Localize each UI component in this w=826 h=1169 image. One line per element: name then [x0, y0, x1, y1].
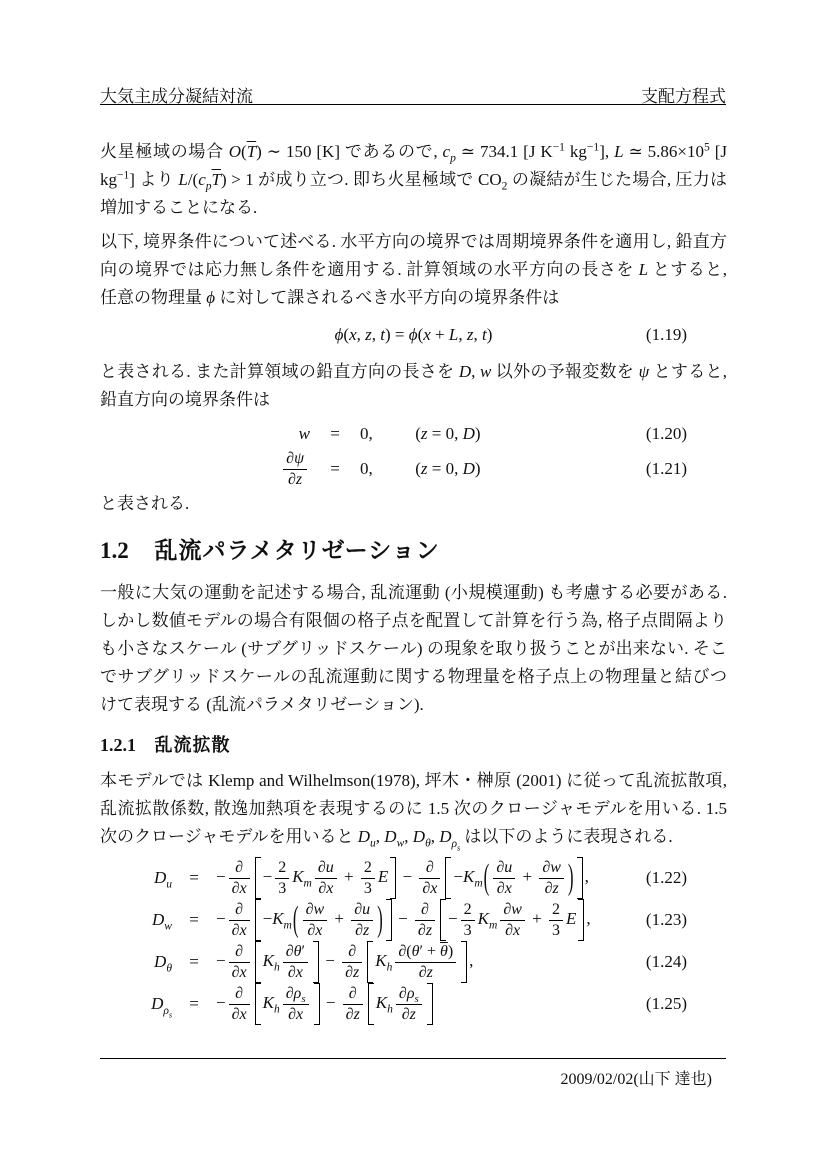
equation-lhs: $D_{\rho_s}$ [151, 994, 172, 1019]
equals-sign: = [330, 424, 340, 443]
document-body [100, 138, 727, 1025]
equation-number: (1.24) [645, 952, 687, 972]
equation-1-22 [100, 857, 727, 899]
equation-lhs: w [298, 424, 310, 443]
equation-1-24 [100, 941, 727, 983]
paragraph-mars-polar: 火星極域の場合 $O(\overline{T})$ ∼ 150 [K] であるので, $c_p$ ≃ 734.1 [J $K^{-1}$ $kg^{-1}$], L ≃ $5.86\times 10^5$ [J $kg^{-1}$] より $L/(c_p\overline{T}) > 1$ が成り立つ. 即ち火星極域で $CO_2$ の凝結が生じた場合, 圧力は増加することになる. [100, 140, 727, 217]
paragraph-closure-model: 本モデルでは Klemp and Wilhelmson(1978), 坪木・榊原 (2001) に従って乱流拡散項, 乱流拡散係数, 散逸加熱項を表現するのに 1.5 次のクロージャモデルを用いる. 1.5 次のクロージャモデルを用いると $D_u$, $D_w$, $D_\theta$, $D_{\rho_s}$ は以下のように表現される. [100, 771, 727, 852]
equation-1-23 [100, 899, 727, 941]
section-title: 乱流パラメタリゼーション [154, 537, 440, 564]
equation-rhs: 0, (z = 0, D) [360, 424, 481, 443]
equation-number: (1.22) [645, 868, 687, 888]
equation-number: (1.21) [645, 459, 687, 479]
equation-lhs: $\frac{\partial\psi}{\partial z}$ [100, 450, 310, 488]
equation-number: (1.19) [645, 325, 687, 344]
equation-1-19 [100, 321, 727, 349]
subsection-number: 1.2.1 [100, 735, 136, 756]
equation-1-20 [100, 420, 727, 448]
equation-lhs: $D_u$ [153, 868, 172, 891]
equation-number: (1.20) [645, 424, 687, 443]
equation-group-boundary [100, 420, 727, 488]
section-number: 1.2 [100, 538, 129, 564]
equation-lhs: $D_w$ [152, 910, 172, 933]
equation-body: ϕ(x, z, t) = ϕ(x + L, z, t) [334, 325, 493, 344]
equation-rhs: − ∂ ∂x $K_h$ $\frac{\partial\rho_s}{\partial x}$ − ∂ ∂z $K_h$ $\frac{\partial\rho_s}{\partial z}$ [216, 983, 435, 1025]
paragraph-vertical-boundary: と表される. また計算領域の鉛直方向の長さを D, w 以外の予報変数を ψ とすると, 鉛直方向の境界条件は [100, 362, 728, 409]
paragraph-turbulence-overview: 一般に大気の運動を記述する場合, 乱流運動 (小規模運動) も考慮する必要がある. しかし数値モデルの場合有限個の格子点を配置して計算を行う為, 格子点間隔よりも小さなスケール (サブグリッドスケール) の現象を取り扱うことが出来ない. そこでサブグリッドスケールの乱流運動に関する物理量を格子点上の物理量と結びつけて表現する (乱流パラメタリゼーション). [100, 583, 727, 715]
equals-sign: = [189, 868, 199, 888]
equation-1-21 [100, 450, 727, 488]
equals-sign: = [330, 459, 340, 479]
equation-number: (1.25) [645, 994, 687, 1014]
equation-rhs: − ∂ ∂x − $\frac{2}{3}$ $K_m$ $\frac{\partial u}{\partial x}$ + $\frac{2}{3}$ E − ∂ ∂x $-K_m$( $\frac{\partial u}{\partial x}$ + $\frac{\partial w}{\partial z}$ ) , [216, 857, 589, 899]
section-heading-1-2 [100, 536, 727, 565]
equals-sign: = [189, 910, 199, 930]
footer-date-author: 2009/02/02(山下 達也) [560, 1071, 712, 1088]
header-right-title: 支配方程式 [641, 87, 726, 106]
subsection-title: 乱流拡散 [154, 735, 231, 756]
header-left-title: 大気主成分凝結対流 [100, 87, 253, 106]
equals-sign: = [189, 952, 199, 972]
equation-number: (1.23) [645, 910, 687, 930]
paragraph-expressed: と表される. [100, 494, 190, 514]
equation-1-25 [100, 983, 727, 1025]
equation-rhs: 0, (z = 0, D) [360, 459, 481, 479]
equation-group-diffusion [100, 857, 727, 1025]
equation-rhs: − ∂ ∂x $K_h$ $\frac{\partial\theta'}{\partial x}$ − ∂ ∂z $K_h$ $\frac{\partial(\theta' + \overline{\theta})}{\partial z}$ , [216, 941, 473, 983]
equation-rhs: − ∂ ∂x $-K_m$( $\frac{\partial w}{\partial x}$ + $\frac{\partial u}{\partial z}$ ) − ∂ ∂z − $\frac{2}{3}$ $K_m$ $\frac{\partial w}{\partial x}$ + $\frac{2}{3}$ E , [216, 899, 591, 941]
paragraph-boundary-conditions: 以下, 境界条件について述べる. 水平方向の境界では周期境界条件を適用し, 鉛直方向の境界では応力無し条件を適用する. 計算領域の水平方向の長さを L とすると, 任意の物理量 ϕ に対して課されるべき水平方向の境界条件は [100, 232, 728, 307]
subsection-heading-1-2-1 [100, 731, 727, 759]
header-rule [100, 104, 726, 105]
equals-sign: = [189, 994, 199, 1014]
equation-lhs: $D_\theta$ [154, 952, 172, 975]
footer-rule [100, 1058, 726, 1059]
